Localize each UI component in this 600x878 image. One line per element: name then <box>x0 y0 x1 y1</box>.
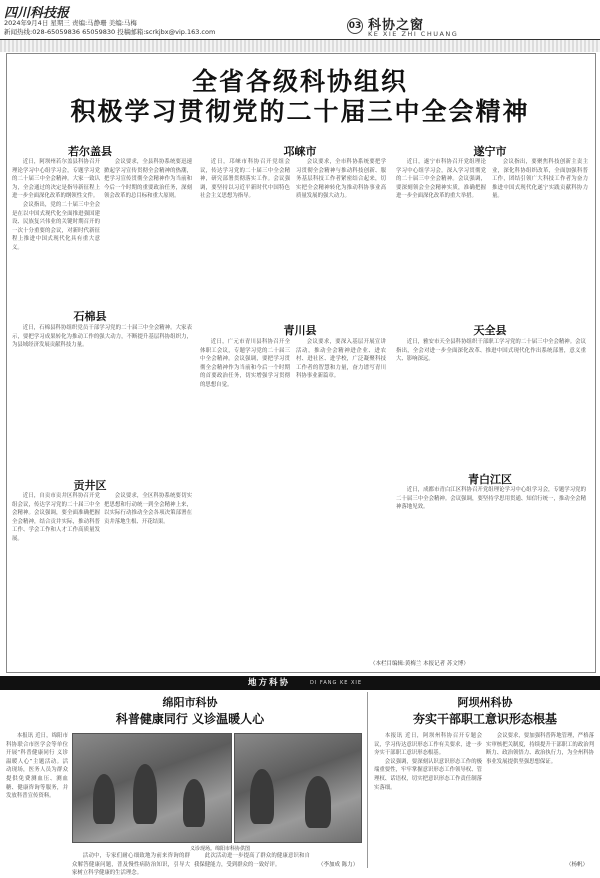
county-heading: 青川县 <box>283 324 317 337</box>
article-org-title: 阿坝州科协 <box>457 696 513 709</box>
article-column <box>486 732 594 858</box>
paragraph: 活动中，专家们耐心细致地为前来咨询的群众解答健康问题，普及慢性病防治知识，引导大家树立科学健康的生活理念。 <box>72 853 190 877</box>
article-column <box>6 732 68 866</box>
paragraph: 此次活动进一步提高了群众的健康意识和自我保健能力，受到群众的一致好评。 <box>194 853 310 868</box>
article-column <box>72 852 190 877</box>
paragraph: 会议强调，要深刻认识意识形态工作的极端重要性，牢牢掌握意识形态工作领导权、管理权、话语权，切实把意识形态工作责任制落实落细。 <box>374 758 482 791</box>
paragraph: 会议指出，党的二十届三中全会是在以中国式现代化全面推进强国建设、民族复兴伟业的关键时期召开的一次十分重要的会议，对新时代新征程上推进中国式现代化具有重大意义。 <box>12 201 100 251</box>
paragraph: 近日，雅安市天全县科协组织干部职工学习党的二十届三中全会精神。会议指出，全会对进一步全面深化改革、推进中国式现代化作出系统部署，意义重大、影响深远。 <box>396 339 586 363</box>
paragraph: 近日，石棉县科协组织党员干部学习党的二十届三中全会精神。大家表示，要把学习成果转化为推动工作的强大动力，不断提升基层科协组织力，为县域经济发展贡献科技力量。 <box>12 325 192 349</box>
article-headline: 夯实干部职工意识形态根基 <box>412 712 557 726</box>
byline: （杨帆） <box>566 862 589 868</box>
article-column <box>104 158 192 303</box>
column-divider <box>367 692 368 868</box>
photo-caption: 义诊现场。绵阳市科协供图 <box>190 846 251 852</box>
county-heading: 遂宁市 <box>473 145 507 158</box>
article-column <box>200 158 290 318</box>
masthead <box>0 0 600 40</box>
paragraph: 近日，遂宁市科协召开党组理论学习中心组学习会，深入学习贯彻党的二十届三中全会精神。会议强调，要深刻领会全会精神实质，准确把握进一步全面深化改革的重大举措。 <box>396 159 486 200</box>
editor-credit: （本栏目编辑:黄梅兰 本报记者 苏文博） <box>370 661 469 667</box>
paragraph: 本报讯 近日，阿坝州科协召开专题会议，学习传达意识形态工作有关要求，进一步夯实干部职工意识形态根基。 <box>374 733 482 757</box>
byline: （李加成 陈力） <box>318 862 359 868</box>
paragraph: 会议要求，要深入基层开展宣讲活动，推动全会精神进企业、进农村、进社区、进学校，广泛凝聚科技工作者的智慧和力量，奋力谱写青川科协事业新篇章。 <box>296 339 386 380</box>
county-heading: 天全县 <box>473 324 507 337</box>
lead-headline-line2: 积极学习贯彻党的二十届三中全会精神 <box>70 97 530 126</box>
county-heading: 邛崃市 <box>283 145 317 158</box>
article-org-title: 绵阳市科协 <box>162 696 218 709</box>
decorative-band <box>0 40 600 52</box>
paragraph: 近日，广元市青川县科协召开全体职工会议，专题学习党的二十届三中全会精神。会议强调，要把学习贯彻全会精神作为当前和今后一个时期的首要政治任务，切实增强学习贯彻的思想自觉。 <box>200 339 290 388</box>
article-column <box>296 158 386 318</box>
county-heading: 青白江区 <box>468 473 512 486</box>
article-column <box>396 486 586 654</box>
lead-headline-line1: 全省各级科协组织 <box>191 67 408 96</box>
paragraph: 会议要求，要加强科普阵地管理，严格落实审核把关制度，持续提升干部职工的政治判断力、政治领悟力、政治执行力，为全州科协事业发展提供坚强思想保证。 <box>486 733 594 765</box>
date-editor-line: 2024年9月4日 星期三 责编:马静珊 美编:马梅 <box>4 19 137 27</box>
paragraph: 本报讯 近日，绵阳市科协联合市医学会等单位开展“科普健康同行 义诊温暖人心”主题活动。活动现场，医务人员为群众提供免费测血压、测血糖、健康咨询等服务，并发放科普宣传资料。 <box>6 733 68 800</box>
article-column <box>200 338 290 658</box>
paragraph: 近日，成都市青白江区科协召开党组理论学习中心组学习会，专题学习党的二十届三中全会精神。会议强调，要坚持学思用贯通、知信行统一，推动全会精神落地见效。 <box>396 487 586 511</box>
county-heading: 石棉县 <box>73 310 107 323</box>
article-column <box>374 732 482 866</box>
paragraph: 近日，自贡市贡井区科协召开党组会议，传达学习党的二十届三中全会精神。会议强调，要全面准确把握全会精神，结合贡井实际，推动科普工作、学会工作和人才工作高质量发展。 <box>12 493 100 542</box>
paragraph: 近日，邛崃市科协召开党组会议，传达学习党的二十届三中全会精神，研究部署贯彻落实工作。会议强调，要坚持以习近平新时代中国特色社会主义思想为指导。 <box>200 159 290 200</box>
local-section-label-pinyin: DI FANG KE XIE <box>310 680 363 686</box>
article-column <box>396 158 486 318</box>
county-heading: 若尔盖县 <box>68 145 112 158</box>
article-column <box>396 338 586 466</box>
article-column <box>194 852 310 868</box>
article-column <box>104 492 192 657</box>
article-column <box>12 158 100 303</box>
local-section-label: 地方科协 <box>238 677 300 689</box>
paragraph: 会议要求，全市科协系统要把学习贯彻全会精神与推动科技创新、服务基层科技工作者紧密结合起来，切实把全会精神转化为推动科协事业高质量发展的强大动力。 <box>296 159 386 200</box>
contact-line: 新闻热线:028-65059836 65059830 投稿邮箱:scrkjbx@vip.163.com <box>4 28 216 36</box>
article-column <box>12 324 192 472</box>
section-title: 科协之窗 <box>368 18 425 33</box>
paragraph: 会议要求，全区科协系统要切实把思想和行动统一到全会精神上来，以实际行动推动全会各项决策部署在贡井落地生根、开花结果。 <box>104 493 192 525</box>
article-column <box>12 492 100 657</box>
event-photo-1 <box>72 733 232 843</box>
paragraph: 近日，阿坝州若尔盖县科协召开理论学习中心组学习会，专题学习党的二十届三中全会精神。大家一致认为，全会通过的决定是指导新征程上进一步全面深化改革的纲领性文件。 <box>12 159 100 200</box>
section-title-pinyin: KE XIE ZHI CHUANG <box>368 30 459 38</box>
newspaper-name: 四川科技报 <box>4 6 70 21</box>
article-headline: 科普健康同行 义诊温暖人心 <box>115 712 265 726</box>
event-photo-2 <box>234 733 362 843</box>
page-number: 03 <box>347 18 363 34</box>
county-heading: 贡井区 <box>73 479 107 492</box>
article-column <box>492 158 588 318</box>
article-column <box>296 338 386 658</box>
paragraph: 会议要求，全县科协系统要迅速掀起学习宣传贯彻全会精神的热潮，把学习宣传贯彻全会精神作为当前和今后一个时期的重要政治任务，深刻领会改革的总目标和重大原则。 <box>104 159 192 200</box>
paragraph: 会议指出，要聚焦科技创新主责主业，深化科协组织改革，全面加强科普工作，团结引领广大科技工作者为奋力推进中国式现代化遂宁实践贡献科协力量。 <box>492 159 588 200</box>
